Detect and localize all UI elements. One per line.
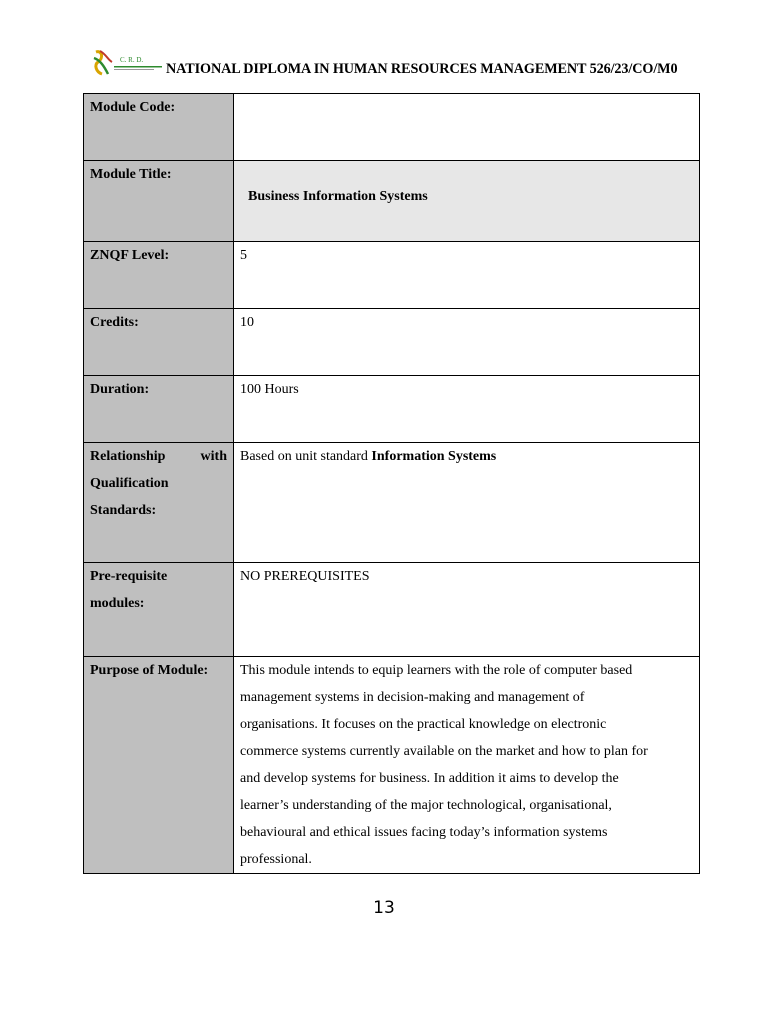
relationship-value-prefix: Based on unit standard: [240, 449, 372, 464]
prerequisite-label: [84, 563, 234, 657]
purpose-line: learner’s understanding of the major technological, organisational,: [240, 798, 612, 813]
module-code-value: [234, 94, 700, 161]
relationship-value: [234, 443, 700, 563]
logo-text: C. R. D.: [120, 56, 144, 64]
prerequisite-label-line2: modules:: [90, 596, 145, 611]
module-code-label: Module Code:: [84, 94, 234, 161]
purpose-line: organisations. It focuses on the practical knowledge on electronic: [240, 717, 607, 732]
duration-label: Duration:: [84, 376, 234, 443]
purpose-line: professional.: [240, 852, 312, 867]
row-credits: [84, 309, 700, 376]
relationship-label-line3: Standards:: [90, 503, 157, 518]
znqf-level-value: 5: [234, 242, 700, 309]
purpose-line: This module intends to equip learners with the role of computer based: [240, 663, 633, 678]
relationship-label-line1: Relationship with: [90, 449, 227, 464]
purpose-line: and develop systems for business. In addition it aims to develop the: [240, 771, 619, 786]
page-header: [90, 44, 710, 84]
module-title-value: Business Information Systems: [248, 189, 428, 204]
page-number: 13: [373, 898, 395, 918]
row-duration: [84, 376, 700, 443]
row-module-code: [84, 94, 700, 161]
credits-value: 10: [234, 309, 700, 376]
relationship-value-standard: Information Systems: [371, 449, 497, 464]
row-module-title: [84, 161, 700, 242]
row-prerequisites: [84, 563, 700, 657]
prerequisite-label-line1: Pre-requisite: [90, 569, 168, 584]
purpose-value: [234, 657, 700, 874]
module-title-label: Module Title:: [84, 161, 234, 242]
module-descriptor-table: [83, 93, 700, 874]
purpose-line: behavioural and ethical issues facing today’s information systems: [240, 825, 608, 840]
relationship-label-line2: Qualification: [90, 476, 169, 491]
purpose-label: Purpose of Module:: [84, 657, 234, 874]
row-znqf-level: [84, 242, 700, 309]
purpose-line: commerce systems currently available on the market and how to plan for: [240, 744, 648, 759]
prerequisite-value: NO PREREQUISITES: [234, 563, 700, 657]
purpose-line: management systems in decision-making and management of: [240, 690, 585, 705]
credits-label: Credits:: [84, 309, 234, 376]
relationship-label: [84, 443, 234, 563]
document-header-title: NATIONAL DIPLOMA IN HUMAN RESOURCES MANAGEMENT 526/23/CO/M0: [166, 61, 678, 77]
institution-logo: [90, 48, 166, 78]
row-relationship: [84, 443, 700, 563]
module-title-cell: [234, 161, 700, 242]
row-purpose: [84, 657, 700, 874]
duration-value: 100 Hours: [234, 376, 700, 443]
znqf-level-label: ZNQF Level:: [84, 242, 234, 309]
